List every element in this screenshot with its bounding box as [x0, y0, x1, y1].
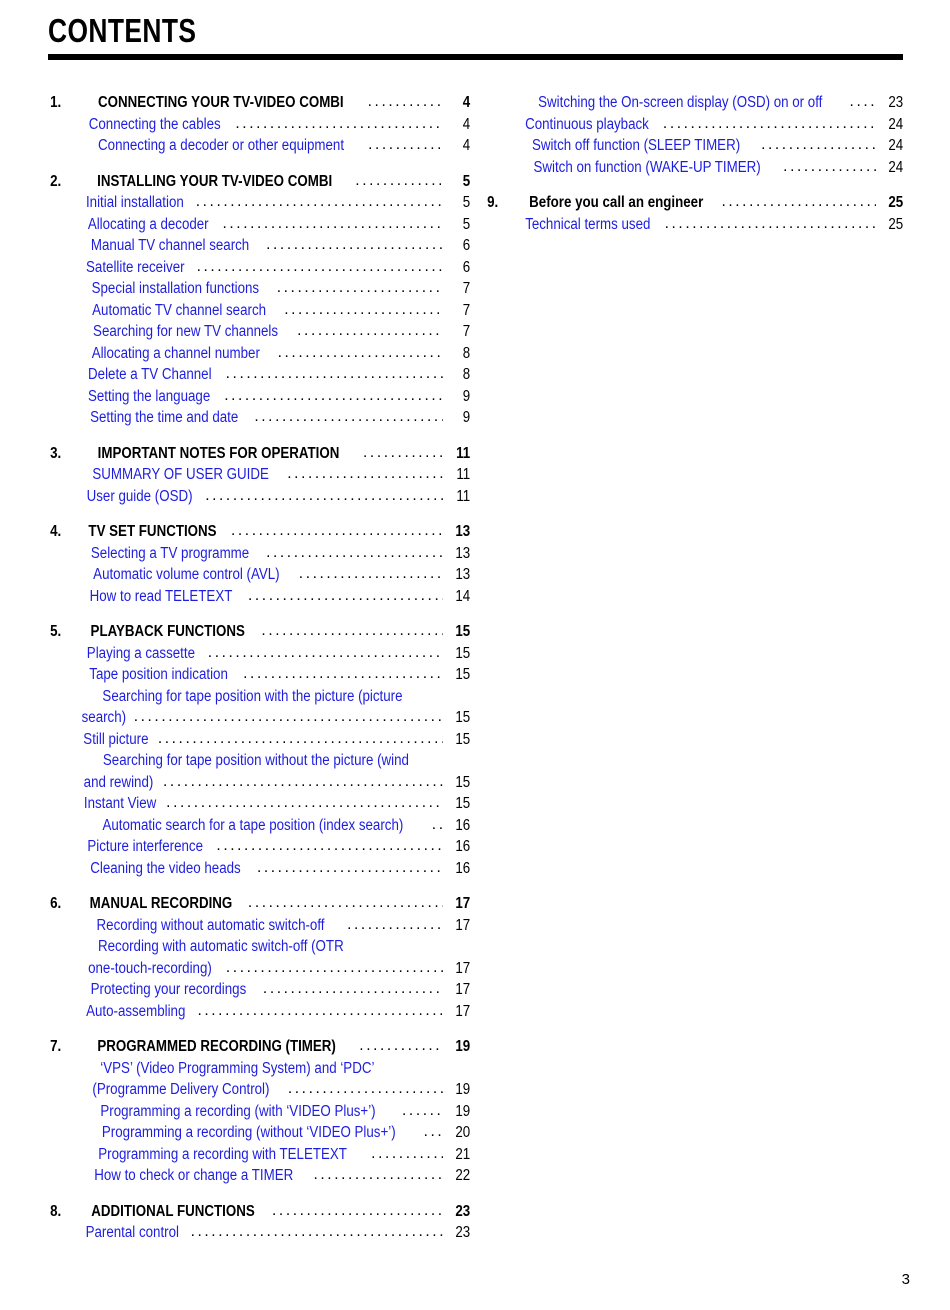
toc-entry-label: Manual TV channel search — [90, 237, 250, 254]
toc-dot-leader — [254, 406, 443, 428]
toc-page-number: 23 — [888, 94, 904, 111]
toc-sub-entry[interactable] — [48, 300, 472, 322]
toc-dot-leader — [402, 1100, 443, 1122]
toc-dot-leader — [277, 277, 443, 299]
toc-sub-entry[interactable] — [48, 686, 472, 708]
toc-dot-leader — [248, 585, 443, 607]
toc-sub-entry[interactable] — [48, 386, 472, 408]
toc-sub-entry[interactable] — [48, 936, 472, 958]
toc-column-left — [48, 92, 472, 1244]
toc-page-number: 17 — [455, 895, 471, 912]
toc-page-number: 13 — [455, 566, 471, 583]
toc-entry-label: Setting the language — [87, 387, 211, 405]
toc-entry-number: 4. — [50, 523, 62, 540]
toc-dot-leader — [191, 1221, 443, 1243]
title-rule — [48, 54, 903, 60]
toc-sub-entry[interactable] — [48, 958, 472, 980]
toc-sub-entry[interactable] — [48, 1165, 472, 1187]
toc-entry-label: Picture interference — [87, 838, 203, 855]
toc-sub-entry[interactable] — [48, 1222, 472, 1244]
toc-sub-entry[interactable] — [48, 772, 472, 794]
toc-page-number: 5 — [462, 172, 471, 190]
toc-page-number: 5 — [462, 215, 471, 233]
toc-entry-label: CONNECTING YOUR TV-VIDEO COMBI — [97, 94, 344, 111]
toc-page-number: 11 — [456, 444, 471, 462]
toc-page-number: 16 — [455, 816, 471, 834]
toc-entry-label: ADDITIONAL FUNCTIONS — [91, 1202, 255, 1220]
toc-dot-leader — [226, 363, 443, 385]
toc-entry-label: Searching for new TV channels — [93, 323, 279, 340]
toc-dot-leader — [368, 134, 443, 156]
toc-sub-entry[interactable] — [48, 1058, 472, 1080]
toc-page-number: 7 — [462, 301, 471, 319]
toc-entry-number: 2. — [50, 172, 62, 190]
toc-page-number: 24 — [888, 137, 904, 154]
toc-entry-label: Instant View — [83, 795, 157, 812]
toc-dot-leader — [363, 442, 443, 464]
toc-entry-label: Delete a TV Channel — [88, 366, 212, 383]
toc-section-entry[interactable] — [48, 1201, 472, 1223]
toc-dot-leader — [266, 234, 443, 256]
toc-entry-label: Searching for tape position without the picture (wind — [102, 752, 409, 769]
toc-entry-label: Special installation functions — [91, 280, 260, 297]
toc-page-number: 15 — [455, 773, 471, 791]
toc-entry-label: Automatic TV channel search — [92, 301, 267, 319]
toc-dot-leader — [205, 485, 443, 507]
toc-dot-leader — [663, 113, 876, 135]
toc-entry-label: Switching the On-screen display (OSD) on or off — [538, 94, 823, 111]
toc-entry-label: Connecting the cables — [88, 115, 221, 133]
toc-entry-label: Recording without automatic switch-off — [96, 916, 325, 934]
toc-entry-label: SUMMARY OF USER GUIDE — [92, 466, 269, 483]
toc-page-number: 17 — [455, 959, 471, 977]
toc-section-entry[interactable] — [48, 893, 472, 915]
toc-sub-entry[interactable] — [48, 793, 472, 815]
toc-entry-label: Programming a recording (without ‘VIDEO Plus+’) — [101, 1124, 396, 1141]
toc-sub-entry[interactable] — [48, 1079, 472, 1101]
toc-dot-leader — [287, 463, 443, 485]
toc-sub-entry[interactable] — [48, 343, 472, 365]
toc-entry-label: Initial installation — [85, 194, 184, 211]
toc-entry-label: Still picture — [83, 730, 149, 748]
toc-dot-leader — [231, 520, 443, 542]
toc-page-number: 4 — [462, 137, 471, 154]
toc-column-right — [485, 92, 905, 235]
toc-entry-label: Recording with automatic switch-off (OTR — [97, 938, 344, 955]
toc-dot-leader — [224, 385, 443, 407]
page-title: CONTENTS — [48, 12, 197, 49]
toc-dot-leader — [158, 728, 443, 750]
toc-entry-label: Protecting your recordings — [90, 981, 247, 998]
toc-dot-leader — [134, 706, 443, 728]
toc-entry-label: Parental control — [85, 1224, 179, 1241]
toc-section-entry[interactable] — [48, 443, 472, 465]
toc-page-number: 25 — [888, 194, 904, 211]
toc-page-number: 15 — [455, 709, 471, 726]
toc-sub-entry[interactable] — [485, 114, 905, 136]
toc-page-number: 13 — [455, 544, 471, 562]
toc-sub-entry[interactable] — [48, 464, 472, 486]
toc-page-number: 19 — [455, 1038, 471, 1055]
toc-sub-entry[interactable] — [485, 214, 905, 236]
toc-dot-leader — [222, 213, 443, 235]
toc-sub-entry[interactable] — [48, 915, 472, 937]
toc-section-entry[interactable] — [48, 92, 472, 114]
toc-page-number: 11 — [456, 487, 471, 505]
toc-page-number: 21 — [455, 1145, 471, 1163]
toc-page-number: 6 — [462, 258, 471, 276]
toc-sub-entry[interactable] — [48, 1144, 472, 1166]
toc-entry-label: Setting the time and date — [90, 409, 239, 426]
toc-sub-entry[interactable] — [48, 979, 472, 1001]
toc-page-number: 9 — [462, 409, 471, 426]
toc-page-number: 13 — [455, 523, 471, 540]
toc-entry-label: Switch on function (WAKE-UP TIMER) — [533, 158, 761, 176]
toc-page-number: 7 — [462, 323, 471, 340]
toc-entry-label: Automatic search for a tape position (index search) — [102, 816, 404, 834]
toc-page-number: 20 — [455, 1124, 471, 1141]
toc-entry-label: Continuous playback — [525, 115, 649, 133]
toc-entry-label: Before you call an engineer — [529, 194, 704, 211]
toc-page-number: 15 — [455, 795, 471, 812]
toc-sub-entry[interactable] — [48, 836, 472, 858]
toc-sub-entry[interactable] — [48, 235, 472, 257]
toc-page-number: 24 — [888, 158, 904, 176]
toc-dot-leader — [297, 320, 443, 342]
toc-dot-leader — [424, 1121, 443, 1143]
toc-page-number: 19 — [455, 1102, 471, 1120]
toc-page-number: 23 — [455, 1224, 471, 1241]
toc-sub-entry[interactable] — [48, 729, 472, 751]
toc-dot-leader — [196, 191, 443, 213]
toc-page-number: 4 — [462, 94, 471, 111]
toc-page-number: 17 — [455, 916, 471, 934]
toc-section-entry[interactable] — [48, 1036, 472, 1058]
toc-dot-leader — [263, 978, 443, 1000]
toc-dot-leader — [261, 620, 443, 642]
toc-entry-label: User guide (OSD) — [86, 487, 193, 505]
toc-sub-entry[interactable] — [485, 135, 905, 157]
toc-sub-entry[interactable] — [48, 486, 472, 508]
toc-page-number: 17 — [455, 981, 471, 998]
toc-sub-entry[interactable] — [48, 364, 472, 386]
toc-page-number: 23 — [455, 1202, 471, 1220]
toc-dot-leader — [761, 134, 876, 156]
toc-dot-leader — [257, 857, 443, 879]
toc-entry-label: Cleaning the video heads — [90, 859, 241, 877]
toc-page-number: 5 — [462, 194, 471, 211]
toc-entry-label: TV SET FUNCTIONS — [88, 523, 217, 540]
toc-dot-leader — [163, 771, 443, 793]
toc-sub-entry[interactable] — [48, 321, 472, 343]
toc-entry-label: Auto-assembling — [86, 1002, 186, 1020]
toc-dot-leader — [313, 1164, 443, 1186]
toc-page-number: 16 — [455, 838, 471, 855]
toc-entry-label: Automatic volume control (AVL) — [93, 566, 280, 583]
toc-sub-entry[interactable] — [48, 750, 472, 772]
toc-entry-number: 6. — [50, 895, 62, 912]
toc-dot-leader — [266, 542, 443, 564]
toc-page-number: 7 — [462, 280, 471, 297]
toc-dot-leader — [371, 1143, 443, 1165]
toc-entry-number: 1. — [50, 94, 62, 111]
toc-entry-label: Playing a cassette — [86, 644, 195, 662]
toc-page-number: 25 — [888, 215, 904, 233]
toc-entry-label: Technical terms used — [525, 215, 651, 233]
toc-sub-entry[interactable] — [48, 1122, 472, 1144]
toc-dot-leader — [721, 191, 876, 213]
toc-page-number: 14 — [455, 587, 471, 605]
toc-sub-entry[interactable] — [48, 278, 472, 300]
toc-entry-label: Tape position indication — [89, 666, 228, 683]
toc-dot-leader — [235, 113, 443, 135]
toc-dot-leader — [243, 663, 443, 685]
toc-dot-leader — [288, 1078, 443, 1100]
toc-sub-entry[interactable] — [48, 543, 472, 565]
toc-page-number: 6 — [462, 237, 471, 254]
toc-dot-leader — [347, 914, 443, 936]
toc-sub-entry[interactable] — [48, 707, 472, 729]
toc-dot-leader — [197, 256, 443, 278]
toc-sub-entry[interactable] — [48, 815, 472, 837]
toc-entry-number: 3. — [50, 444, 62, 462]
toc-section-entry[interactable] — [48, 521, 472, 543]
toc-sub-entry[interactable] — [485, 92, 905, 114]
toc-page-number: 22 — [455, 1167, 471, 1184]
toc-sub-entry[interactable] — [48, 1101, 472, 1123]
toc-entry-label: Connecting a decoder or other equipment — [98, 137, 345, 154]
toc-entry-label: (Programme Delivery Control) — [92, 1081, 270, 1098]
toc-dot-leader — [368, 91, 443, 113]
toc-sub-entry[interactable] — [48, 858, 472, 880]
toc-page-number: 24 — [888, 115, 904, 133]
toc-page-number: 17 — [455, 1002, 471, 1020]
toc-dot-leader — [665, 213, 876, 235]
toc-dot-leader — [216, 835, 443, 857]
toc-entry-label: INSTALLING YOUR TV-VIDEO COMBI — [97, 172, 333, 190]
toc-dot-leader — [355, 170, 443, 192]
toc-entry-label: Switch off function (SLEEP TIMER) — [531, 137, 741, 154]
toc-entry-label: MANUAL RECORDING — [89, 895, 233, 912]
toc-entry-label: How to read TELETEXT — [89, 587, 233, 605]
toc-entry-number: 7. — [50, 1038, 62, 1055]
toc-sub-entry[interactable] — [48, 407, 472, 429]
toc-entry-label: How to check or change a TIMER — [94, 1167, 294, 1184]
toc-section-entry[interactable] — [48, 621, 472, 643]
toc-sub-entry[interactable] — [485, 157, 905, 179]
toc-dot-leader — [299, 563, 443, 585]
toc-entry-label: ‘VPS’ (Video Programming System) and ‘PDC’ — [100, 1059, 375, 1077]
toc-entry-label: IMPORTANT NOTES FOR OPERATION — [97, 444, 340, 462]
toc-sub-entry[interactable] — [48, 135, 472, 157]
toc-sub-entry[interactable] — [48, 214, 472, 236]
toc-sub-entry[interactable] — [48, 643, 472, 665]
toc-entry-number: 8. — [50, 1202, 62, 1220]
toc-entry-number: 9. — [487, 194, 499, 211]
toc-sub-entry[interactable] — [48, 257, 472, 279]
toc-dot-leader — [783, 156, 876, 178]
toc-sub-entry[interactable] — [48, 114, 472, 136]
toc-page-number: 15 — [455, 623, 471, 640]
toc-dot-leader — [248, 892, 443, 914]
toc-dot-leader — [284, 299, 443, 321]
toc-page-number: 19 — [455, 1081, 471, 1098]
toc-dot-leader — [278, 342, 443, 364]
toc-page-number: 11 — [456, 466, 471, 483]
toc-page-number: 15 — [455, 644, 471, 662]
toc-page-number: 16 — [455, 859, 471, 877]
page-folio: 3 — [901, 1271, 910, 1288]
toc-sub-entry[interactable] — [48, 192, 472, 214]
toc-entry-label: Programming a recording (with ‘VIDEO Plus+’) — [100, 1102, 376, 1120]
toc-dot-leader — [359, 1035, 443, 1057]
toc-dot-leader — [432, 814, 443, 836]
toc-entry-label: Allocating a decoder — [87, 215, 209, 233]
toc-entry-label: Allocating a channel number — [91, 344, 260, 362]
toc-entry-label: and rewind) — [83, 773, 154, 791]
toc-sub-entry[interactable] — [48, 586, 472, 608]
toc-section-entry[interactable] — [485, 192, 905, 214]
toc-page-number: 15 — [455, 730, 471, 748]
toc-entry-label: Satellite receiver — [86, 258, 185, 276]
toc-entry-label: Programming a recording with TELETEXT — [98, 1145, 347, 1163]
toc-entry-label: Selecting a TV programme — [90, 544, 250, 562]
toc-page-number: 4 — [462, 115, 471, 133]
toc-entry-label: search) — [81, 709, 127, 726]
toc-page-number: 8 — [462, 366, 471, 383]
toc-dot-leader — [850, 91, 876, 113]
toc-page-number: 8 — [462, 344, 471, 362]
toc-dot-leader — [166, 792, 443, 814]
toc-entry-label: PLAYBACK FUNCTIONS — [90, 623, 245, 640]
toc-dot-leader — [208, 642, 443, 664]
toc-dot-leader — [272, 1200, 443, 1222]
toc-sub-entry[interactable] — [48, 1001, 472, 1023]
toc-page-number: 15 — [455, 666, 471, 683]
toc-sub-entry[interactable] — [48, 564, 472, 586]
toc-entry-label: PROGRAMMED RECORDING (TIMER) — [97, 1038, 336, 1055]
toc-entry-number: 5. — [50, 623, 62, 640]
toc-sub-entry[interactable] — [48, 664, 472, 686]
toc-section-entry[interactable] — [48, 171, 472, 193]
toc-dot-leader — [197, 1000, 443, 1022]
toc-dot-leader — [226, 957, 443, 979]
toc-page-number: 9 — [462, 387, 471, 405]
toc-entry-label: Searching for tape position with the picture (picture — [102, 687, 403, 705]
toc-entry-label: one-touch-recording) — [88, 959, 212, 977]
